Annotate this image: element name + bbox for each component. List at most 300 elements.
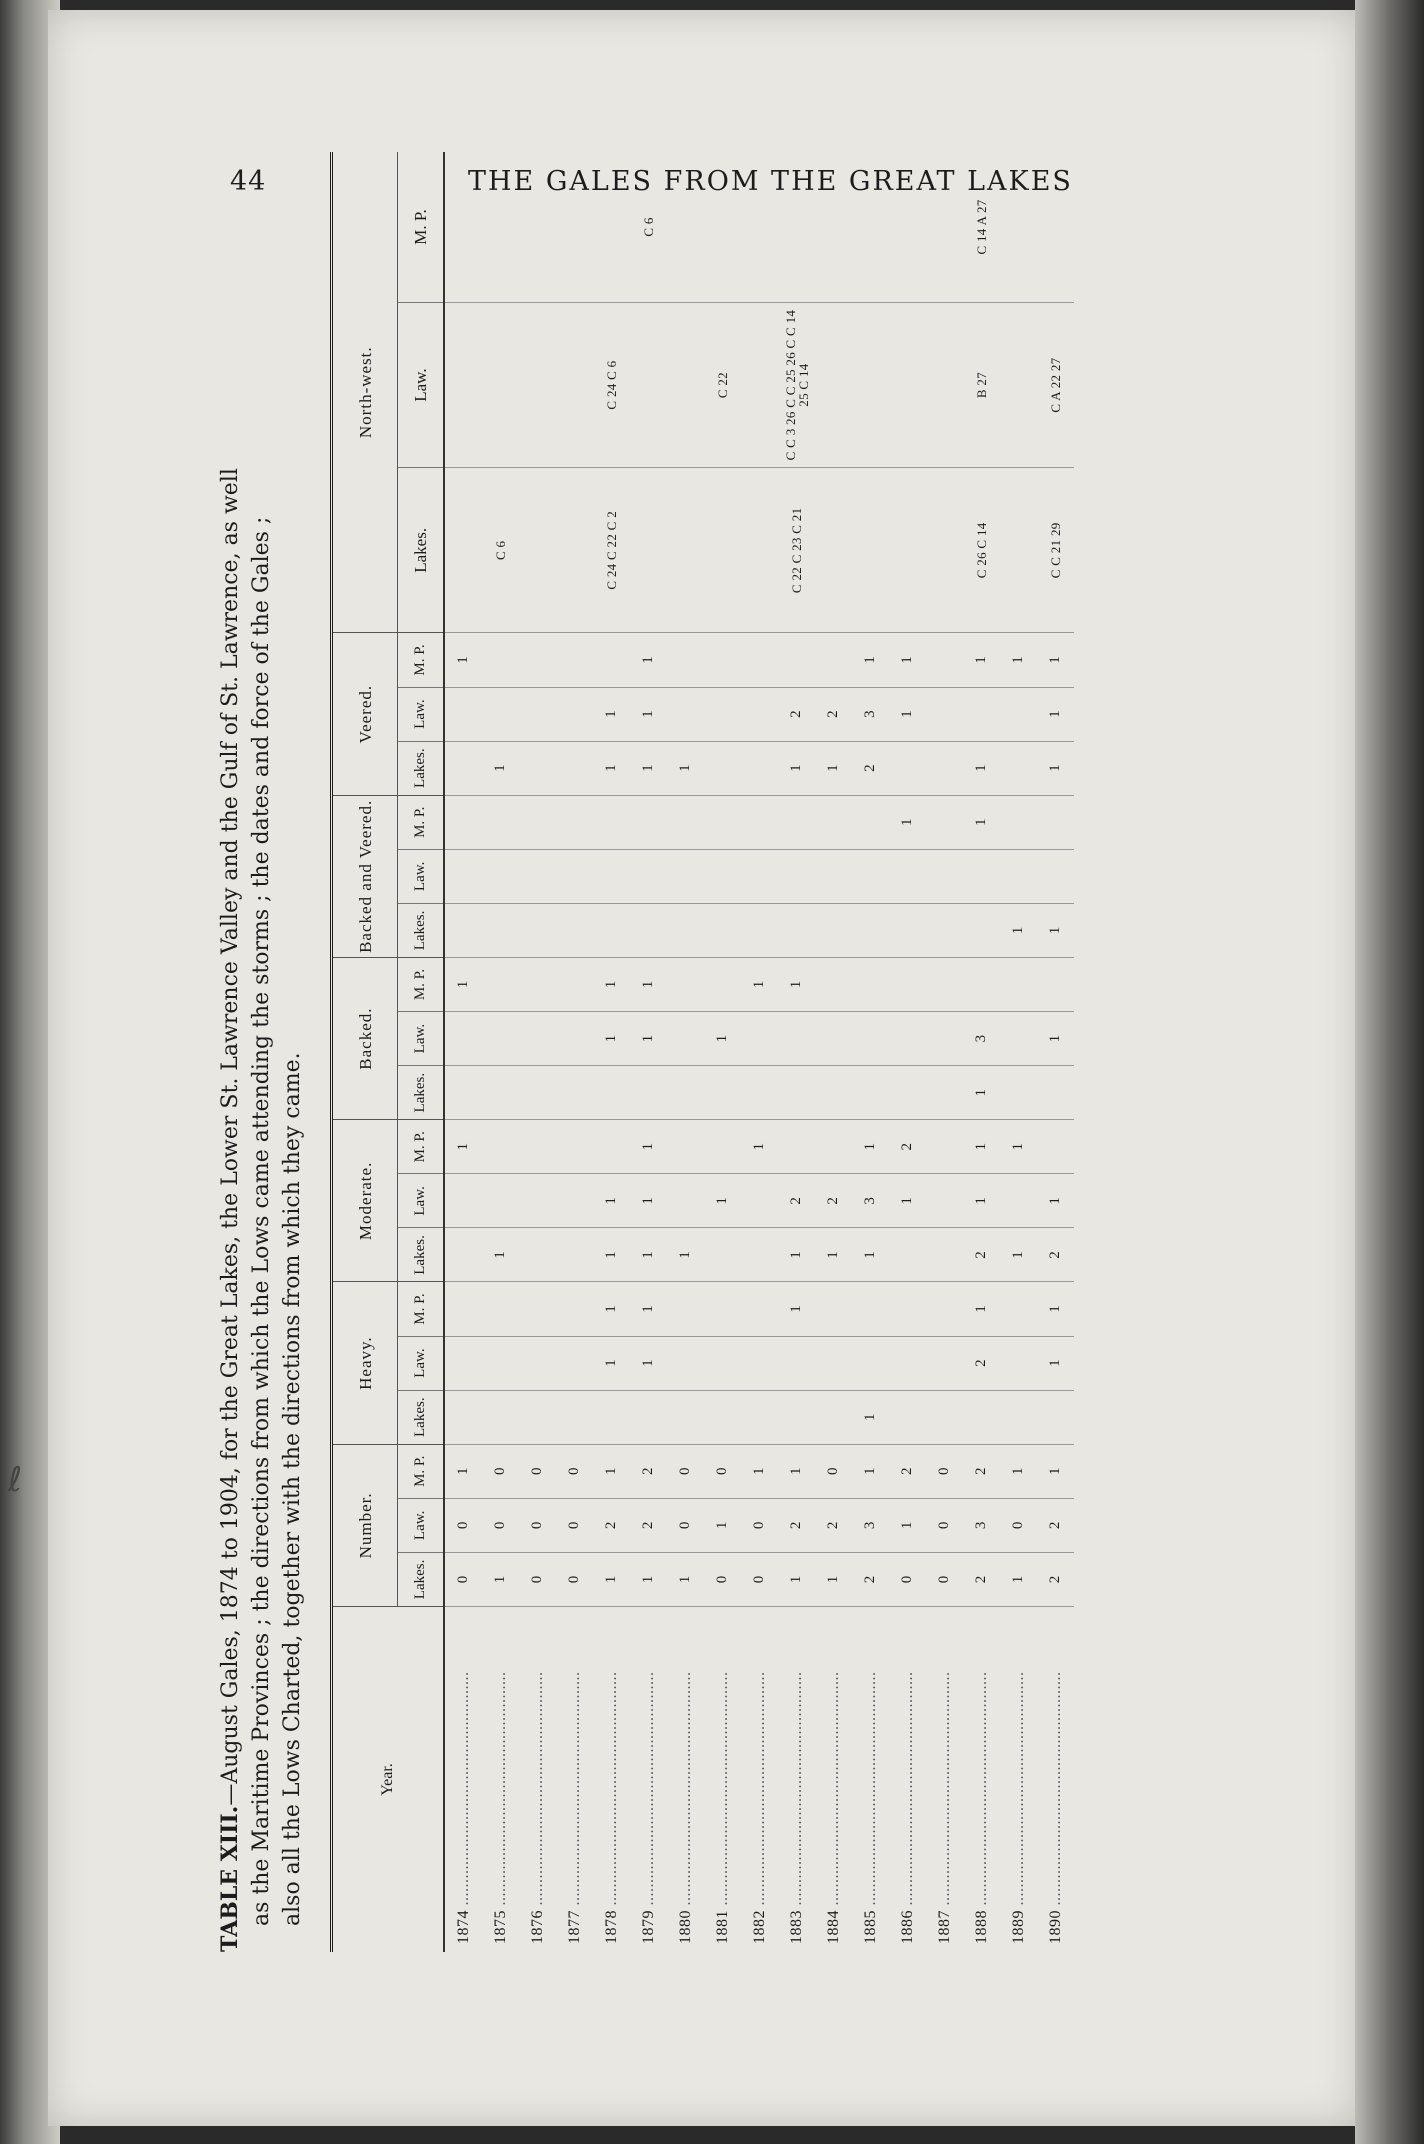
table-row	[593, 152, 630, 1952]
value-cell	[926, 687, 963, 741]
value-cell	[741, 1174, 778, 1228]
value-cell	[444, 687, 482, 741]
value-cell	[556, 152, 593, 302]
value-cell	[704, 1120, 741, 1174]
value-cell: 1	[778, 1552, 815, 1606]
value-cell: 1	[741, 1120, 778, 1174]
value-cell	[556, 1066, 593, 1120]
value-cell: 2	[1037, 1228, 1074, 1282]
value-cell	[852, 957, 889, 1011]
table-row	[556, 152, 593, 1952]
value-cell	[482, 1120, 519, 1174]
group-header: Backed.	[332, 957, 398, 1119]
rotated-table-block	[205, 122, 1245, 1972]
value-cell: 3	[852, 687, 889, 741]
value-cell	[741, 152, 778, 302]
value-cell: C 14 A 27	[963, 152, 1000, 302]
value-cell: 2	[963, 1552, 1000, 1606]
value-cell: 1	[1037, 1012, 1074, 1066]
year-cell: 1879 .....	[630, 1606, 667, 1952]
value-cell	[556, 633, 593, 687]
value-cell: 1	[1037, 687, 1074, 741]
year-cell: 1886 .....	[889, 1606, 926, 1952]
value-cell: 1	[889, 633, 926, 687]
value-cell	[1000, 1012, 1037, 1066]
value-cell	[593, 1390, 630, 1444]
value-cell	[667, 152, 704, 302]
sub-header: M. P.	[398, 795, 445, 849]
value-cell: 0	[926, 1444, 963, 1498]
value-cell	[889, 1390, 926, 1444]
value-cell	[741, 1336, 778, 1390]
table-row	[667, 152, 704, 1952]
value-cell	[444, 1390, 482, 1444]
value-cell	[926, 1120, 963, 1174]
page-edge	[1355, 0, 1424, 2144]
value-cell: 1	[741, 957, 778, 1011]
sub-header: Law.	[398, 849, 445, 903]
value-cell	[704, 633, 741, 687]
value-cell	[889, 1228, 926, 1282]
value-cell: C 6	[482, 468, 519, 633]
value-cell: 1	[815, 741, 852, 795]
value-cell	[741, 1282, 778, 1336]
value-cell	[926, 1390, 963, 1444]
table-row	[1000, 152, 1037, 1952]
value-cell	[444, 1336, 482, 1390]
value-cell: 1	[593, 1552, 630, 1606]
table-row	[963, 152, 1000, 1952]
value-cell: 0	[444, 1552, 482, 1606]
value-cell: 1	[444, 1444, 482, 1498]
value-cell	[667, 1174, 704, 1228]
value-cell	[741, 1012, 778, 1066]
year-cell: 1881 .....	[704, 1606, 741, 1952]
value-cell	[519, 1174, 556, 1228]
value-cell: 1	[630, 1174, 667, 1228]
group-header: Moderate.	[332, 1120, 398, 1282]
value-cell: 2	[889, 1120, 926, 1174]
sub-header: Law.	[398, 1336, 445, 1390]
value-cell	[889, 302, 926, 467]
value-cell: 2	[852, 1552, 889, 1606]
value-cell	[704, 1066, 741, 1120]
value-cell: 2	[1037, 1552, 1074, 1606]
group-header: Backed and Veered.	[332, 795, 398, 957]
value-cell: 1	[630, 687, 667, 741]
value-cell	[1000, 795, 1037, 849]
value-cell: 1	[630, 1012, 667, 1066]
value-cell: 1	[704, 1174, 741, 1228]
value-cell	[519, 302, 556, 467]
value-cell	[815, 302, 852, 467]
value-cell: 2	[778, 1498, 815, 1552]
value-cell: 1	[482, 741, 519, 795]
value-cell	[667, 302, 704, 467]
sub-header: M. P.	[398, 1282, 445, 1336]
value-cell	[667, 1336, 704, 1390]
value-cell	[667, 1012, 704, 1066]
value-cell	[444, 152, 482, 302]
value-cell: 0	[556, 1444, 593, 1498]
value-cell: 0	[926, 1498, 963, 1552]
group-header: North-west.	[332, 152, 398, 633]
value-cell	[593, 152, 630, 302]
value-cell: 3	[963, 1012, 1000, 1066]
value-cell	[926, 903, 963, 957]
value-cell	[667, 1066, 704, 1120]
value-cell: C A 22 27	[1037, 302, 1074, 467]
value-cell	[1000, 1336, 1037, 1390]
value-cell: 1	[1000, 1120, 1037, 1174]
sub-header: Law.	[398, 1174, 445, 1228]
value-cell: 0	[926, 1552, 963, 1606]
value-cell	[444, 1012, 482, 1066]
value-cell	[556, 687, 593, 741]
value-cell	[778, 1066, 815, 1120]
value-cell	[667, 687, 704, 741]
value-cell	[556, 1228, 593, 1282]
value-cell	[630, 468, 667, 633]
value-cell: 0	[519, 1444, 556, 1498]
value-cell	[815, 957, 852, 1011]
value-cell	[667, 1282, 704, 1336]
value-cell: 1	[963, 1120, 1000, 1174]
table-row	[444, 152, 482, 1952]
value-cell: 1	[630, 957, 667, 1011]
value-cell: C 24 C 22 C 2	[593, 468, 630, 633]
value-cell: 1	[778, 741, 815, 795]
value-cell: 0	[444, 1498, 482, 1552]
value-cell: 1	[1000, 1228, 1037, 1282]
value-cell	[519, 795, 556, 849]
value-cell	[963, 957, 1000, 1011]
value-cell	[963, 903, 1000, 957]
value-cell: 0	[889, 1552, 926, 1606]
value-cell	[444, 741, 482, 795]
value-cell	[667, 795, 704, 849]
value-cell	[556, 1336, 593, 1390]
value-cell: 1	[963, 741, 1000, 795]
value-cell: 1	[963, 1066, 1000, 1120]
sub-header: M. P.	[398, 633, 445, 687]
caption-line-3: also all the Lows Charted, together with the directions from which they came.	[280, 1052, 305, 1926]
sub-header: Law.	[398, 1498, 445, 1552]
value-cell: 1	[593, 741, 630, 795]
value-cell: C 22	[704, 302, 741, 467]
sub-header: M. P.	[398, 1120, 445, 1174]
value-cell	[519, 903, 556, 957]
value-cell	[482, 1174, 519, 1228]
value-cell: 1	[667, 1228, 704, 1282]
value-cell	[630, 302, 667, 467]
value-cell	[926, 633, 963, 687]
value-cell	[444, 1282, 482, 1336]
table-row	[741, 152, 778, 1952]
value-cell: 1	[630, 633, 667, 687]
value-cell	[926, 1282, 963, 1336]
value-cell	[852, 1012, 889, 1066]
value-cell	[741, 633, 778, 687]
value-cell: 1	[1037, 741, 1074, 795]
value-cell	[889, 1336, 926, 1390]
value-cell: 2	[593, 1498, 630, 1552]
value-cell	[519, 1336, 556, 1390]
sub-header: Lakes.	[398, 1390, 445, 1444]
sub-header: Law.	[398, 302, 445, 467]
caption-line-1: —August Gales, 1874 to 1904, for the Great Lakes, the Lower St. Lawrence Valley and the Gulf of St. Lawrence, as well	[218, 468, 243, 1806]
value-cell	[1000, 302, 1037, 467]
value-cell	[482, 1066, 519, 1120]
value-cell	[889, 957, 926, 1011]
value-cell	[741, 903, 778, 957]
value-cell: 3	[852, 1498, 889, 1552]
value-cell	[741, 795, 778, 849]
value-cell	[741, 302, 778, 467]
value-cell	[815, 152, 852, 302]
gales-table	[330, 152, 1074, 1952]
value-cell	[556, 1282, 593, 1336]
value-cell: 1	[630, 741, 667, 795]
value-cell: 1	[630, 1120, 667, 1174]
value-cell	[926, 1228, 963, 1282]
value-cell	[926, 741, 963, 795]
value-cell	[704, 687, 741, 741]
group-header: Veered.	[332, 633, 398, 795]
value-cell	[778, 1390, 815, 1444]
value-cell	[1000, 1282, 1037, 1336]
value-cell	[482, 1390, 519, 1444]
value-cell	[889, 1282, 926, 1336]
value-cell: 1	[630, 1282, 667, 1336]
value-cell	[852, 1066, 889, 1120]
value-cell	[704, 1390, 741, 1444]
value-cell	[444, 795, 482, 849]
value-cell	[482, 1336, 519, 1390]
sub-header: M. P.	[398, 152, 445, 302]
value-cell	[556, 468, 593, 633]
value-cell: 1	[778, 1228, 815, 1282]
value-cell	[926, 849, 963, 903]
value-cell	[482, 152, 519, 302]
year-cell: 1887 .....	[926, 1606, 963, 1952]
value-cell: 0	[482, 1498, 519, 1552]
value-cell: 1	[1037, 1282, 1074, 1336]
value-cell	[704, 1228, 741, 1282]
value-cell	[667, 957, 704, 1011]
value-cell	[556, 957, 593, 1011]
value-cell	[593, 1120, 630, 1174]
value-cell: 0	[667, 1498, 704, 1552]
value-cell	[926, 152, 963, 302]
value-cell	[482, 957, 519, 1011]
table-row	[926, 152, 963, 1952]
value-cell: 1	[593, 957, 630, 1011]
value-cell	[852, 152, 889, 302]
value-cell: C C 21 29	[1037, 468, 1074, 633]
value-cell: 1	[630, 1228, 667, 1282]
value-cell: 1	[1000, 1552, 1037, 1606]
value-cell	[519, 1390, 556, 1444]
year-header: Year.	[332, 1606, 445, 1952]
value-cell	[926, 795, 963, 849]
value-cell: 1	[1037, 903, 1074, 957]
value-cell: 1	[963, 633, 1000, 687]
table-row	[778, 152, 815, 1952]
value-cell	[482, 903, 519, 957]
value-cell	[667, 903, 704, 957]
value-cell: 0	[519, 1498, 556, 1552]
value-cell	[519, 152, 556, 302]
value-cell	[852, 795, 889, 849]
value-cell: 0	[556, 1552, 593, 1606]
value-cell	[1000, 957, 1037, 1011]
value-cell	[482, 1282, 519, 1336]
value-cell	[556, 1120, 593, 1174]
value-cell	[704, 849, 741, 903]
value-cell	[926, 1336, 963, 1390]
year-cell: 1890 .....	[1037, 1606, 1074, 1952]
value-cell: C 24 C 6	[593, 302, 630, 467]
year-cell: 1883 .....	[778, 1606, 815, 1952]
value-cell: 1	[593, 1336, 630, 1390]
value-cell	[778, 849, 815, 903]
value-cell	[519, 1012, 556, 1066]
value-cell: 1	[1000, 903, 1037, 957]
value-cell	[926, 1012, 963, 1066]
value-cell: 1	[444, 957, 482, 1011]
value-cell	[482, 633, 519, 687]
value-cell	[556, 1390, 593, 1444]
value-cell	[778, 152, 815, 302]
value-cell	[889, 152, 926, 302]
value-cell	[444, 1228, 482, 1282]
value-cell	[519, 741, 556, 795]
value-cell: 1	[593, 687, 630, 741]
value-cell	[1000, 1066, 1037, 1120]
value-cell	[519, 1066, 556, 1120]
value-cell	[482, 795, 519, 849]
running-title: THE GALES FROM THE GREAT LAKES	[468, 166, 1073, 197]
value-cell: 2	[778, 1174, 815, 1228]
table-row	[630, 152, 667, 1952]
sub-header: M. P.	[398, 957, 445, 1011]
value-cell: 1	[482, 1552, 519, 1606]
sub-header: M. P.	[398, 1444, 445, 1498]
value-cell	[852, 903, 889, 957]
value-cell	[815, 1120, 852, 1174]
value-cell	[667, 1390, 704, 1444]
value-cell: 1	[667, 741, 704, 795]
value-cell: 1	[815, 1228, 852, 1282]
value-cell: 1	[889, 795, 926, 849]
value-cell	[815, 1012, 852, 1066]
value-cell: 1	[815, 1552, 852, 1606]
value-cell: 1	[741, 1444, 778, 1498]
value-cell	[1000, 687, 1037, 741]
value-cell: C C 3 26 C C 25 26 C C 14 25 C 14	[778, 302, 815, 467]
value-cell: 1	[630, 1336, 667, 1390]
value-cell: 1	[963, 795, 1000, 849]
value-cell	[704, 741, 741, 795]
value-cell: 2	[630, 1498, 667, 1552]
value-cell	[630, 903, 667, 957]
year-cell: 1875 .....	[482, 1606, 519, 1952]
sub-header: Lakes.	[398, 903, 445, 957]
value-cell	[889, 849, 926, 903]
value-cell: 1	[444, 633, 482, 687]
value-cell: 2	[1037, 1498, 1074, 1552]
value-cell: 0	[556, 1498, 593, 1552]
value-cell: 1	[889, 687, 926, 741]
value-cell: 1	[593, 1012, 630, 1066]
sub-header: Lakes.	[398, 1066, 445, 1120]
value-cell	[519, 849, 556, 903]
value-cell	[556, 1174, 593, 1228]
value-cell	[926, 957, 963, 1011]
value-cell	[704, 468, 741, 633]
value-cell: 0	[704, 1552, 741, 1606]
value-cell: 2	[630, 1444, 667, 1498]
value-cell: 0	[704, 1444, 741, 1498]
value-cell	[519, 468, 556, 633]
sub-header: Law.	[398, 1012, 445, 1066]
value-cell	[1000, 1174, 1037, 1228]
value-cell	[704, 1336, 741, 1390]
value-cell	[926, 1174, 963, 1228]
table-row	[815, 152, 852, 1952]
value-cell	[1037, 1390, 1074, 1444]
value-cell	[741, 849, 778, 903]
value-cell	[556, 302, 593, 467]
value-cell: 1	[778, 957, 815, 1011]
value-cell	[852, 1336, 889, 1390]
value-cell	[704, 795, 741, 849]
value-cell: 1	[852, 1228, 889, 1282]
value-cell: 1	[1037, 1444, 1074, 1498]
value-cell	[519, 633, 556, 687]
value-cell	[1000, 849, 1037, 903]
value-cell: 1	[852, 1120, 889, 1174]
value-cell: 1	[1037, 633, 1074, 687]
value-cell	[630, 1066, 667, 1120]
value-cell	[1037, 1066, 1074, 1120]
value-cell: 2	[889, 1444, 926, 1498]
value-cell: 2	[815, 1174, 852, 1228]
value-cell: 0	[741, 1552, 778, 1606]
value-cell	[852, 849, 889, 903]
value-cell	[963, 687, 1000, 741]
value-cell: 1	[852, 1444, 889, 1498]
value-cell: 3	[852, 1174, 889, 1228]
value-cell	[444, 903, 482, 957]
value-cell: 0	[1000, 1498, 1037, 1552]
value-cell: 1	[889, 1174, 926, 1228]
value-cell	[1037, 1120, 1074, 1174]
value-cell	[519, 1282, 556, 1336]
year-cell: 1876 .....	[519, 1606, 556, 1952]
value-cell: 1	[704, 1498, 741, 1552]
value-cell	[556, 795, 593, 849]
value-cell	[482, 302, 519, 467]
value-cell: 0	[741, 1498, 778, 1552]
value-cell	[852, 1282, 889, 1336]
value-cell	[556, 1012, 593, 1066]
value-cell	[519, 1228, 556, 1282]
value-cell	[667, 849, 704, 903]
value-cell	[556, 849, 593, 903]
value-cell	[815, 633, 852, 687]
